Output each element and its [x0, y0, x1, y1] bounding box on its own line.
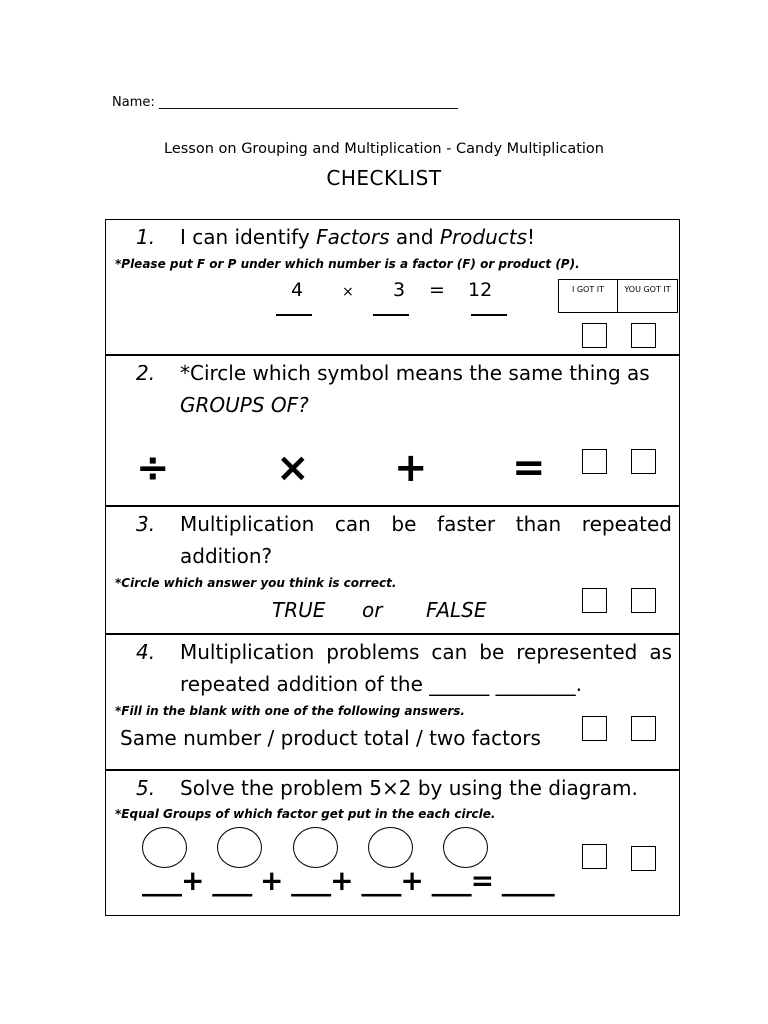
checklist-title: CHECKLIST [326, 166, 442, 190]
divide-symbol[interactable]: ÷ [136, 445, 170, 491]
instruction-text: *Please put F or P under which number is a factor (F) or product (P). [115, 257, 580, 271]
you-got-it-checkbox[interactable] [631, 323, 656, 348]
i-got-it-checkbox[interactable] [582, 323, 607, 348]
question-text-line2: GROUPS OF? [180, 393, 309, 417]
section-number: 1. [136, 225, 156, 249]
i-got-it-checkbox[interactable] [582, 449, 607, 474]
i-got-it-checkbox[interactable] [582, 716, 607, 741]
section-4 [105, 633, 680, 771]
times-symbol[interactable]: × [276, 445, 310, 491]
true-option[interactable]: TRUE [272, 598, 326, 622]
group-circle[interactable] [142, 827, 187, 868]
section-number: 2. [136, 361, 156, 385]
you-got-it-checkbox[interactable] [631, 449, 656, 474]
i-got-it-checkbox[interactable] [582, 844, 607, 869]
you-got-it-checkbox[interactable] [631, 846, 656, 871]
section-5 [105, 769, 680, 916]
got-it-header [558, 279, 678, 313]
you-got-it-label: YOU GOT IT [624, 285, 671, 294]
factors-term: Factors [316, 225, 390, 249]
question-text: Solve the problem 5×2 by using the diagram. [180, 776, 638, 800]
plus-symbol[interactable]: + [394, 445, 428, 491]
factor-3: 3 [393, 279, 406, 301]
answer-blank-1[interactable] [276, 314, 312, 316]
products-term: Products [439, 225, 528, 249]
instruction-text: *Fill in the blank with one of the following answers. [115, 704, 465, 718]
question-text: Multiplication can be faster than repeated [180, 512, 672, 536]
group-circle[interactable] [368, 827, 413, 868]
answer-choices: Same number / product total / two factors [120, 726, 541, 750]
name-field-label: Name: ______________________________________________ [112, 95, 458, 110]
section-1 [105, 219, 680, 356]
section-number: 4. [136, 640, 156, 664]
group-circle[interactable] [217, 827, 262, 868]
group-circle[interactable] [293, 827, 338, 868]
lesson-title: Lesson on Grouping and Multiplication - Candy Multiplication [164, 141, 604, 157]
section-3 [105, 505, 680, 635]
you-got-it-checkbox[interactable] [631, 716, 656, 741]
instruction-text: *Circle which answer you think is correct. [115, 576, 397, 590]
question-text-line2: addition? [180, 544, 273, 568]
product-12: 12 [468, 279, 493, 301]
i-got-it-checkbox[interactable] [582, 588, 607, 613]
question-text-line2: repeated addition of the ______ ________. [180, 672, 582, 696]
group-circle[interactable] [443, 827, 488, 868]
equals-sign: = [429, 279, 445, 301]
question-text: Multiplication problems can be represented as [180, 640, 672, 664]
you-got-it-checkbox[interactable] [631, 588, 656, 613]
factor-4: 4 [291, 279, 304, 301]
section-2 [105, 354, 680, 507]
or-text: or [362, 598, 383, 622]
question-text: *Circle which symbol means the same thing as [180, 361, 650, 385]
answer-blank-2[interactable] [373, 314, 409, 316]
question-text: I can identify Factors and Products! [180, 225, 536, 249]
section-number: 3. [136, 512, 156, 536]
false-option[interactable]: FALSE [426, 598, 487, 622]
instruction-text: *Equal Groups of which factor get put in the each circle. [115, 807, 496, 821]
equals-symbol[interactable]: = [512, 445, 546, 491]
answer-blank-3[interactable] [471, 314, 507, 316]
section-number: 5. [136, 776, 156, 800]
times-sign: × [342, 284, 354, 300]
repeated-addition-line[interactable]: ___+ ___ + ___+ ___+ ___= ____ [142, 864, 554, 897]
i-got-it-label: I GOT IT [559, 280, 618, 312]
